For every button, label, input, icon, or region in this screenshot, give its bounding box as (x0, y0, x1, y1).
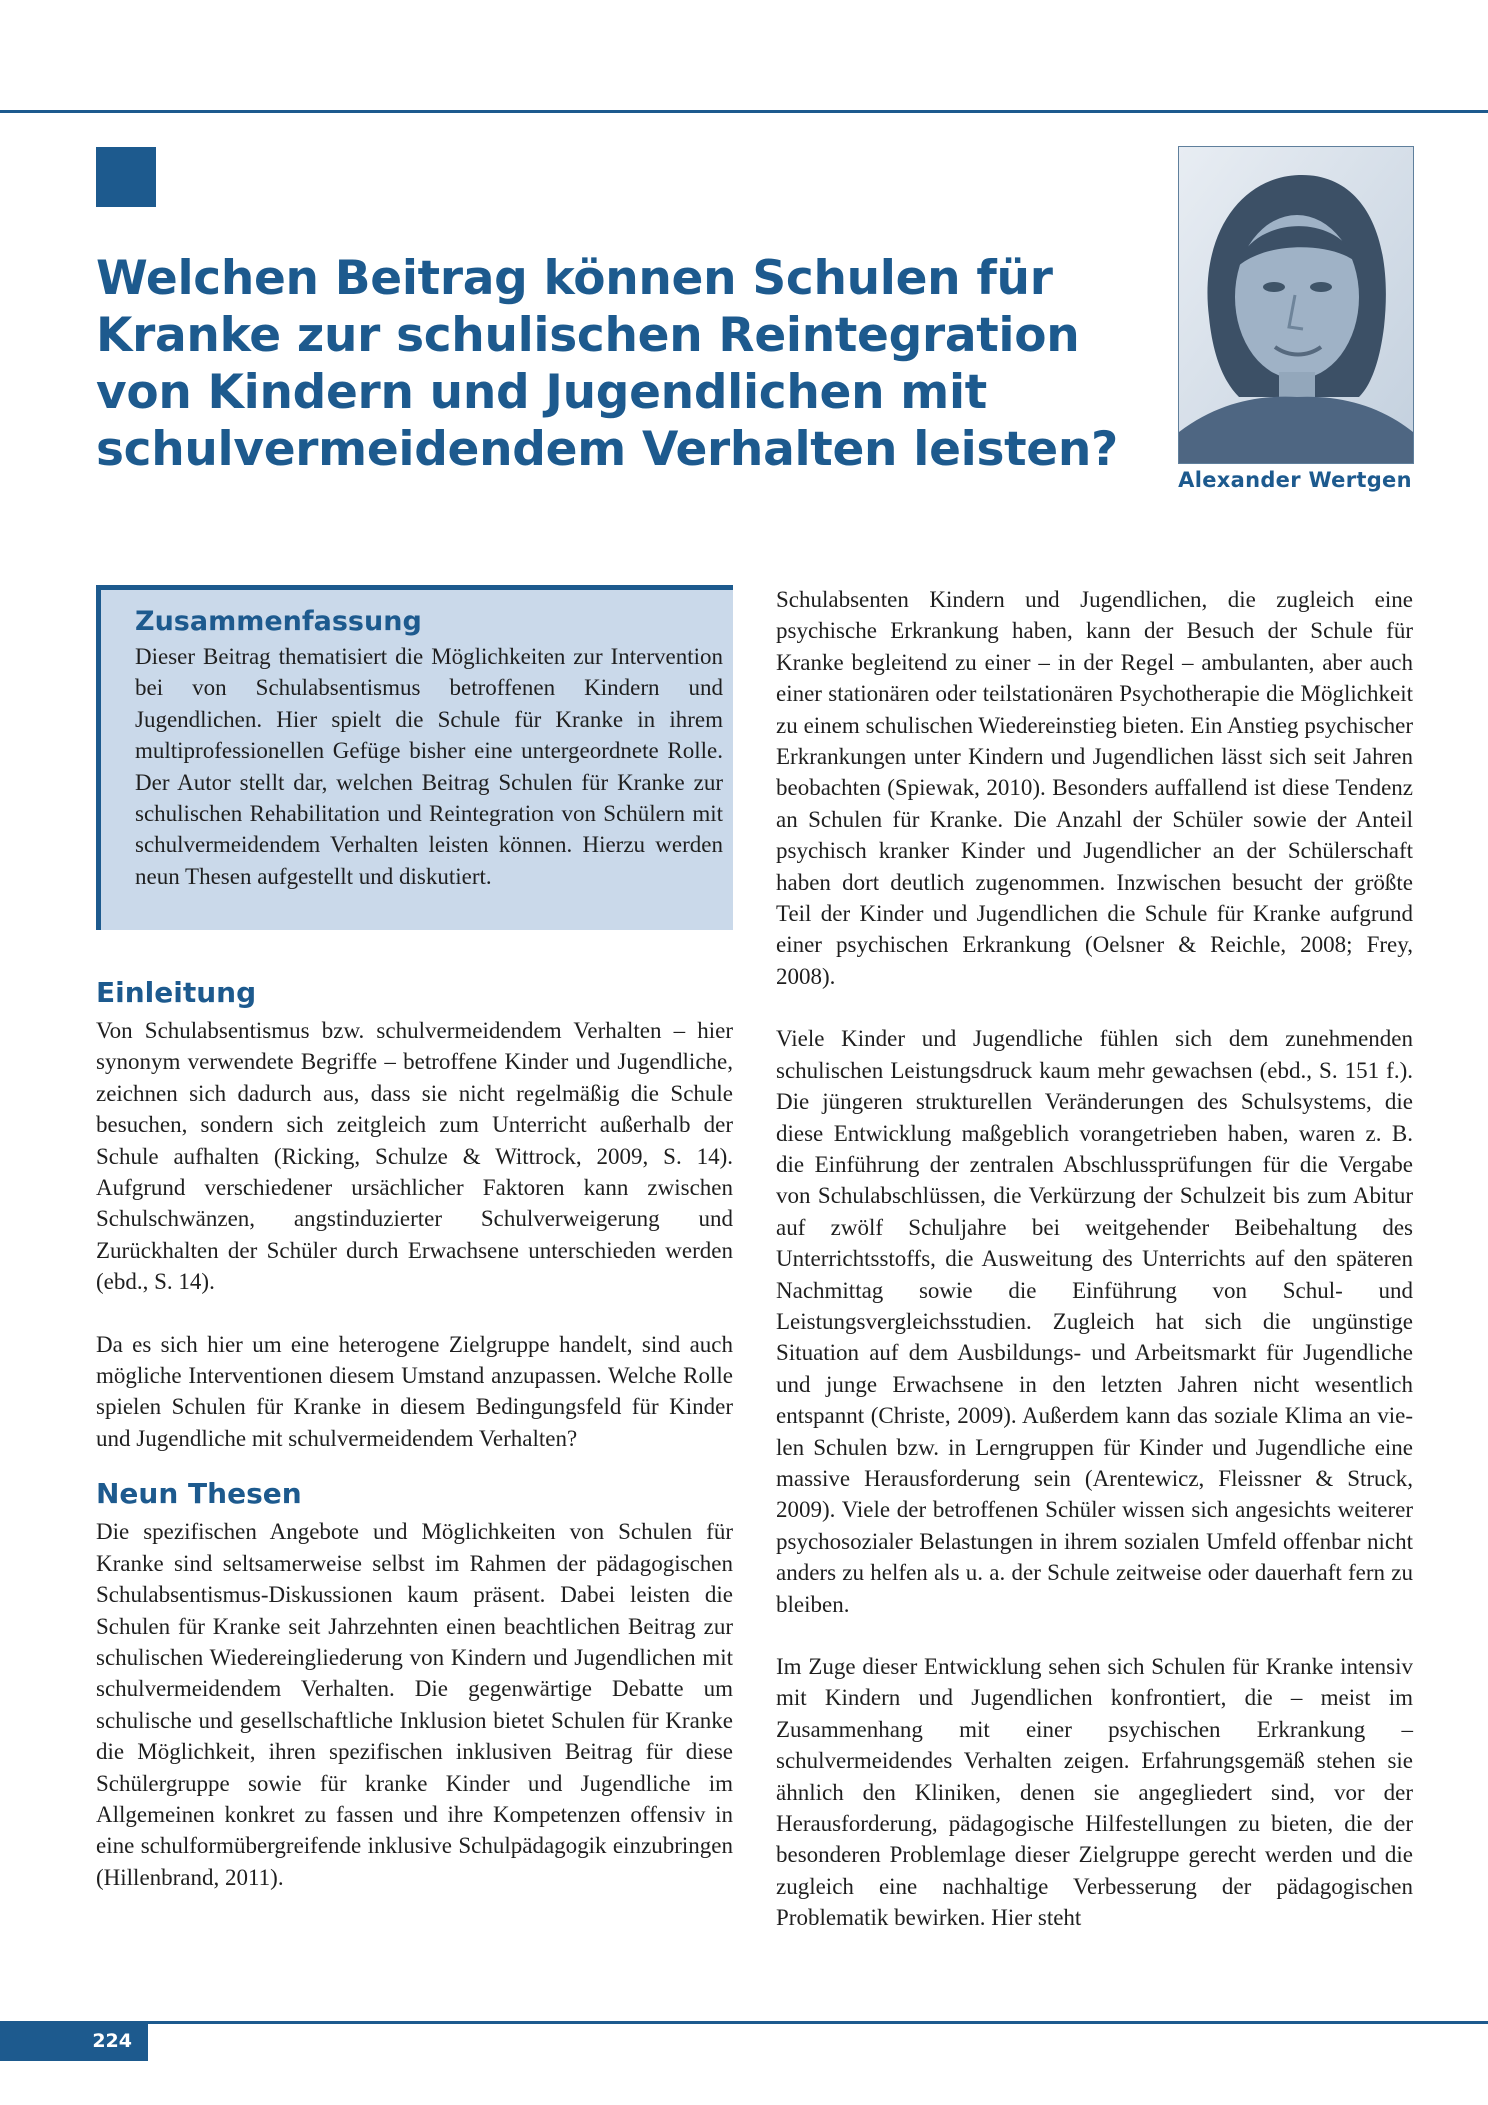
top-rule (0, 110, 1488, 113)
abstract-heading: Zusammenfassung (135, 606, 422, 637)
title-line: schulvermeidendem Verhalten leisten? (96, 422, 1119, 477)
paragraph: Schulabsenten Kindern und Jugendlichen, die zugleich eine psychische Erkrankung haben, kann der Besuch der Schule für Kranke begleitend zu einer – in der Regel – ambulanten, aber auch einer stationären oder teilstationären Psychotherapie die Möglichkeit zu einem schulischen Wiedereinstieg bieten. Ein Anstieg psychischer Erkrankungen unter Kindern und Jugendlichen lässt sich seit Jahren beobachten (Spiewak, 2010). Besonders auffallend ist diese Tendenz an Schulen für Kranke. Die Anzahl der Schüler sowie der Anteil psychisch kranker Kinder und Jugendlicher an der Schülerschaft haben dort deutlich zugenommen. Inzwischen besucht der größte Teil der Kinder und Jugendlichen die Schule für Kranke aufgrund einer psychischen Erkrankung (Oelsner & Reichle, 2008; Frey, 2008). (776, 587, 1413, 989)
page-number: 224 (0, 2021, 148, 2061)
section-marker-square (96, 147, 156, 207)
title-line: von Kindern und Jugendlichen mit (96, 365, 987, 420)
heading-einleitung: Einleitung (96, 976, 257, 1009)
right-column (776, 584, 1413, 1934)
author-name: Alexander Wertgen (1178, 468, 1412, 492)
paragraph: Viele Kinder und Jugendliche fühlen sich dem zunehmenden schulischen Leistungsdruck kaum mehr gewachsen (ebd., S. 151 f.). Die jüngeren strukturellen Veränderungen des Schulsystems, die diese Entwicklung maßgeblich vorangetrieben haben, waren z. B. die Einführung der zentralen Abschlussprüfungen für die Vergabe von Schulabschlüssen, die Verkürzung der Schulzeit bis zum Abitur auf zwölf Schuljahre bei weitgehender Beibehaltung des Unterrichtsstoffs, die Ausweitung des Unterrichts auf den späteren Nachmittag sowie die Einführung von Schul- und Leistungsvergleichsstudien. Zugleich hat sich die ungünstige Situation auf dem Ausbildungs- und Arbeitsmarkt für Jugendliche und junge Erwachsene in den letzten Jahren nicht wesentlich entspannt (Christe, 2009). Außerdem kann das soziale Klima an vielen Schulen bzw. in Lerngruppen für Kinder und Jugendliche eine massive Herausforderung sein (Arentewicz, Fleissner & Struck, 2009). Viele der betroffenen Schüler wissen sich angesichts weiterer psychosozialer Belastungen in ihrem sozialen Umfeld offenbar nicht anders zu helfen als u. a. der Schule zeitweise oder dauerhaft fern zu bleiben. (776, 1026, 1413, 1617)
bottom-rule (0, 2021, 1488, 2024)
author-photo (1178, 146, 1414, 464)
abstract-text: Dieser Beitrag thematisiert die Möglichkeiten zur Intervention bei von Schulabsentismus betroffenen Kindern und Jugendlichen. Hier spielt die Schule für Kranke in ihrem multiprofessionellen Gefüge bisher eine untergeordnete Rolle. Der Autor stellt dar, welchen Beitrag Schulen für Kranke zur schulischen Rehabilitation und Reintegration von Schülern mit schulvermeidendem Verhalten leisten können. Hierzu werden neun Thesen aufgestellt und diskutiert. (135, 644, 723, 889)
title-line: Kranke zur schulischen Reintegration (96, 308, 1080, 363)
abstract-box (96, 585, 733, 930)
paragraph: Da es sich hier um eine heterogene Zielgruppe handelt, sind auch mögliche Interventionen diesem Umstand anzupassen. Welche Rolle spielen Schulen für Kranke in diesem Bedingungsfeld für Kinder und Jugendliche mit schulvermeidendem Verhalten? (96, 1331, 733, 1451)
portrait-photo (1179, 147, 1413, 463)
title-line: Welchen Beitrag können Schulen für (96, 251, 1053, 306)
paragraph: Im Zuge dieser Entwicklung sehen sich Schulen für Kranke intensiv mit Kindern und Jugendlichen konfrontiert, die – meist im Zusammenhang mit einer psychischen Erkrankung – schulvermeidendes Verhalten zeigen. Erfahrungsgemäß stehen sie ähnlich den Kliniken, denen sie angegliedert sind, vor der Herausforderung, pädagogische Hilfestellungen zu bieten, die der besonderen Problemlage dieser Zielgruppe gerecht werden und die zugleich eine nachhaltige Verbesserung der pädagogischen Problematik bewirken. Hier steht (776, 1654, 1413, 1931)
heading-neun-thesen: Neun Thesen (96, 1477, 302, 1511)
paragraph: Von Schulabsentismus bzw. schulvermeidendem Verhalten – hier synonym verwendete Begriffe – betroffene Kinder und Jugendliche, zeichnen sich dadurch aus, dass sie nicht regelmäßig die Schule besuchen, sondern sich zeitgleich zum Unterricht außerhalb der Schule aufhalten (Ricking, Schulze & Wittrock, 2009, S. 14). Aufgrund verschiedener ursächlicher Faktoren kann zwischen Schulschwänzen, angstinduzierter Schulverweigerung und Zurückhalten der Schüler durch Erwachsene unterschieden werden (ebd., S. 14). (96, 1018, 733, 1295)
paragraph: Die spezifischen Angebote und Möglichkeiten von Schulen für Kranke sind seltsamerweise selbst im Rahmen der pädagogischen Schulabsentismus-Diskussionen kaum präsent. Dabei leisten die Schulen für Kranke seit Jahrzehnten einen beachtlichen Beitrag zur schulischen Wiedereingliederung von Kindern und Jugendlichen mit schulvermeidendem Verhalten. Die gegenwärtige Debatte um schulische und gesellschaftliche Inklusion bietet Schulen für Kranke die Möglichkeit, ihren spezifischen inklusiven Beitrag für diese Schülergruppe sowie für kranke Kinder und Jugendliche im Allgemeinen konkret zu fassen und ihre Kompetenzen offensiv in eine schulformübergreifende inklusive Schulpädagogik einzubringen (Hillenbrand, 2011). (96, 1519, 733, 1890)
left-column (96, 975, 733, 1893)
article-title (96, 250, 1119, 478)
